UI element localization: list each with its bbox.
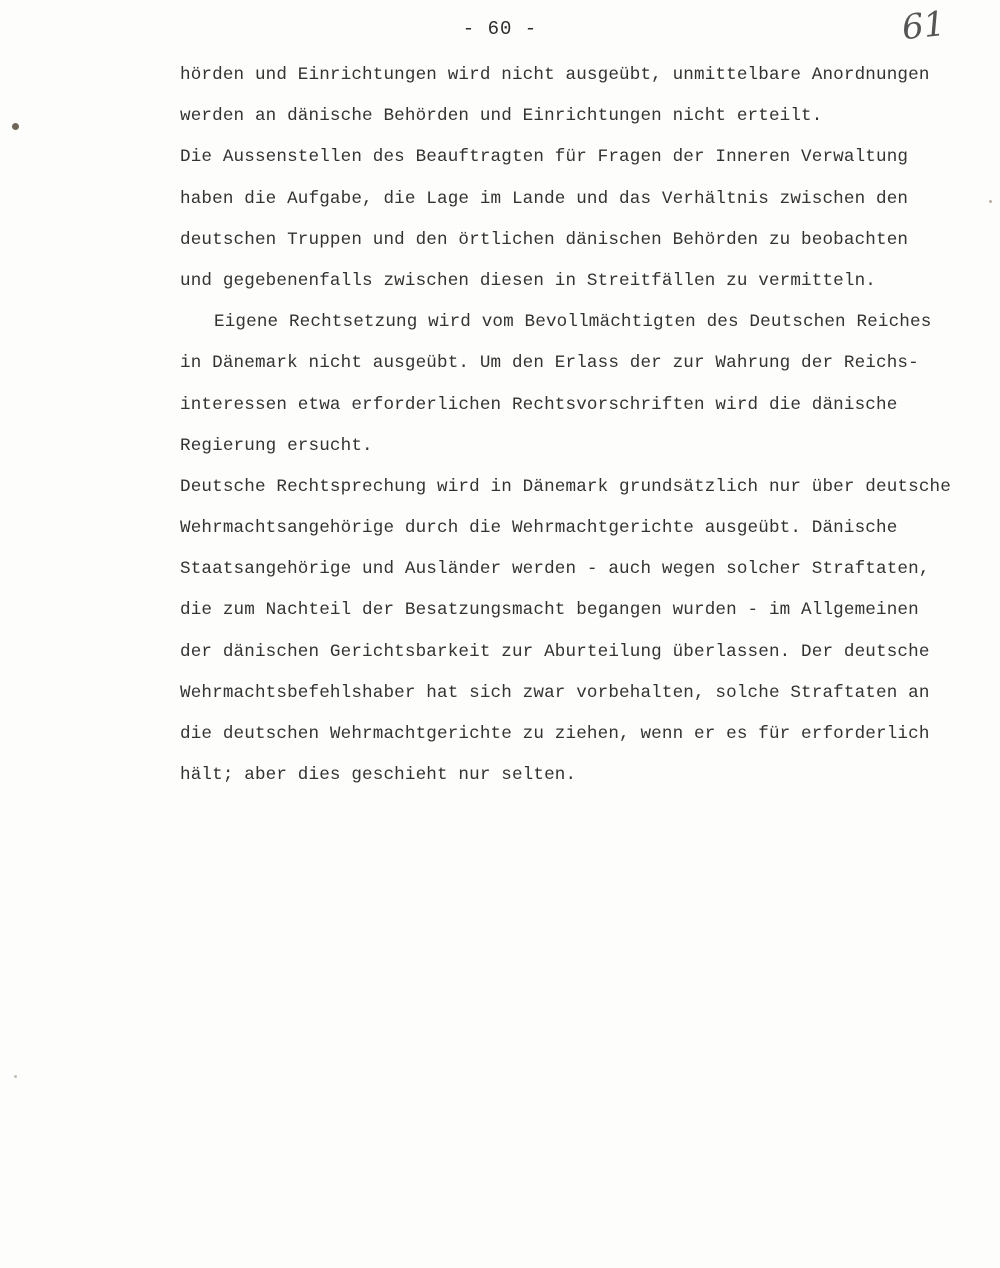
punch-mark: [12, 123, 19, 130]
text-line: werden an dänische Behörden und Einrichtungen nicht erteilt.: [180, 106, 823, 127]
text-line: Wehrmachtsangehörige durch die Wehrmachtgerichte ausgeübt. Dänische: [180, 518, 898, 539]
text-line: in Dänemark nicht ausgeübt. Um den Erlass der zur Wahrung der Reichs-: [180, 353, 919, 374]
paper-speck: [14, 1075, 17, 1078]
text-line: Regierung ersucht.: [180, 435, 373, 456]
text-line: interessen etwa erforderlichen Rechtsvorschriften wird die dänische: [180, 394, 898, 415]
text-line: hält; aber dies geschieht nur selten.: [180, 765, 577, 786]
typed-body-text: [180, 55, 951, 796]
text-line: haben die Aufgabe, die Lage im Lande und das Verhältnis zwischen den: [180, 188, 909, 209]
text-line: die zum Nachteil der Besatzungsmacht begangen wurden - im Allgemeinen: [180, 600, 919, 621]
paper-speck: [989, 200, 992, 203]
text-line: Wehrmachtsbefehlshaber hat sich zwar vorbehalten, solche Straftaten an: [180, 682, 930, 703]
handwritten-folio-number: 61: [900, 3, 948, 49]
text-line: Staatsangehörige und Ausländer werden - auch wegen solcher Straftaten,: [180, 559, 930, 580]
text-line: deutschen Truppen und den örtlichen dänischen Behörden zu beobachten: [180, 229, 909, 250]
text-line: Die Aussenstellen des Beauftragten für Fragen der Inneren Verwaltung: [180, 147, 909, 168]
text-line: hörden und Einrichtungen wird nicht ausgeübt, unmittelbare Anordnungen: [180, 65, 930, 85]
text-line: und gegebenenfalls zwischen diesen in Streitfällen zu vermitteln.: [180, 270, 877, 291]
text-line: der dänischen Gerichtsbarkeit zur Aburteilung überlassen. Der deutsche: [180, 641, 930, 662]
text-line: Deutsche Rechtsprechung wird in Dänemark grundsätzlich nur über deutsche: [180, 476, 951, 497]
text-line: Eigene Rechtsetzung wird vom Bevollmächtigten des Deutschen Reiches: [214, 312, 932, 333]
page-number: - 60 -: [462, 18, 538, 40]
text-line: die deutschen Wehrmachtgerichte zu ziehen, wenn er es für erforderlich: [180, 724, 930, 744]
